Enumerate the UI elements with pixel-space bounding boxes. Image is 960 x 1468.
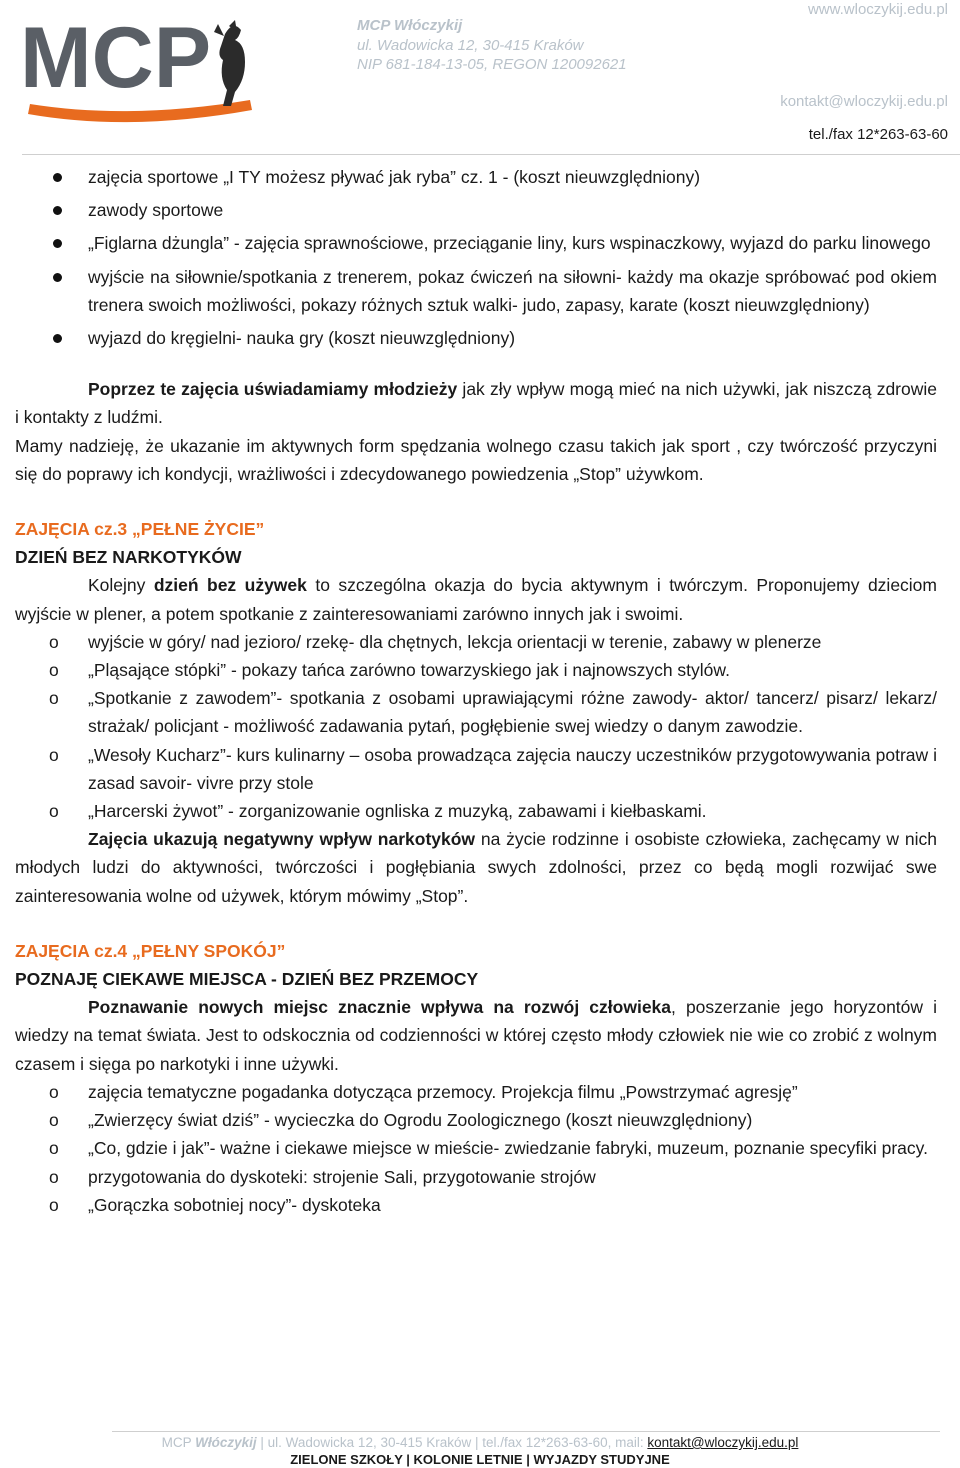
list-item: o „Harcerski żywot” - zorganizowanie ognliska z muzyką, zabawami i kiełbaskami. (15, 797, 937, 825)
list-item: wyjście na siłownie/spotkania z trenerem, pokaz ćwiczeń na siłowni- każdy ma okazje spróbować pod okiem trenera swoich możliwości, pokazy różnych sztuk walki- judo, zapasy, karate (koszt nieuwzględniony) (15, 263, 937, 319)
footer-services: ZIELONE SZKOŁY | KOLONIE LETNIE | WYJAZDY STUDYJNE (290, 1452, 670, 1467)
org-name: MCP Włóczykij (357, 17, 463, 34)
org-registration: NIP 681-184-13-05, REGON 120092621 (357, 56, 627, 73)
section-4-list (15, 1078, 937, 1219)
page-footer (0, 1434, 960, 1468)
section-4-subtitle: POZNAJĘ CIEKAWE MIEJSCA - DZIEŃ BEZ PRZEMOCY (15, 969, 479, 990)
list-item: o „Spotkanie z zawodem”- spotkania z osobami uprawiającymi różne zawody- aktor/ tancerz/ pisarz/ lekarz/ strażak/ policjant - możliwość zadawania pytań, pogłębienie swej wiedzy o danym zawodzie. (15, 684, 937, 740)
phone-number: tel./fax 12*263-63-60 (808, 126, 948, 143)
list-item: o „Co, gdzie i jak”- ważne i ciekawe miejsce w mieście- zwiedzanie fabryki, muzeum, poznanie specyfiki pracy. (15, 1134, 937, 1162)
list-item: o przygotowania do dyskoteki: strojenie Sali, przygotowanie strojów (15, 1163, 937, 1191)
page-header (0, 0, 960, 150)
organization-info (357, 16, 627, 75)
list-item: wyjazd do kręgielni- nauka gry (koszt nieuwzględniony) (15, 324, 937, 352)
paragraph-hope: Mamy nadzieję, że ukazanie im aktywnych form spędzania wolnego czasu takich jak sport , czy twórczość przyczyni się do poprawy ich kondycji, wrażliwości i zdecydowanego powiedzenia „Stop” używkom. (15, 435, 937, 484)
section-3-closing: Zajęcia ukazują negatywny wpływ narkotyków na życie rodzinne i osobiste człowieka, zachęcamy w nich młodych ludzi do aktywności, twórczości i pogłębiania swych zdolności, przez co będą mogli rozwijać swe zainteresowania wolne od używek, którym mówimy „Stop”. (15, 829, 937, 906)
list-item: o zajęcia tematyczne pogadanka dotycząca przemocy. Projekcja filmu „Powstrzymać agresję” (15, 1078, 937, 1106)
section-3-intro: Kolejny dzień bez używek to szczególna okazja do bycia aktywnym i twórczym. Proponujemy dzieciom wyjście w plener, a potem spotkanie z zainteresowaniami zarówno innych jak i swoimi. (15, 575, 937, 624)
activities-list (15, 163, 937, 352)
contact-info (808, 0, 948, 20)
org-address: ul. Wadowicka 12, 30-415 Kraków (357, 36, 584, 54)
paragraph-awareness: Poprzez te zajęcia uświadamiamy młodzieży jak zły wpływ mogą mieć na nich używki, jak niszczą zdrowie i kontakty z ludźmi. (15, 379, 938, 428)
list-item: zajęcia sportowe „I TY możesz pływać jak ryba” cz. 1 - (koszt nieuwzględniony) (15, 163, 937, 191)
header-divider (22, 154, 960, 155)
list-item: o „Gorączka sobotniej nocy”- dyskoteka (15, 1191, 937, 1219)
section-4-title: ZAJĘCIA cz.4 „PEŁNY SPOKÓJ” (15, 940, 286, 961)
list-item: zawody sportowe (15, 196, 937, 224)
list-item: o „Zwierzęcy świat dziś” - wycieczka do Ogrodu Zoologicznego (koszt nieuwzględniony) (15, 1106, 937, 1134)
svg-text:MCP: MCP (20, 12, 212, 106)
email-link[interactable]: kontakt@wloczykij.edu.pl (780, 93, 948, 110)
footer-divider (112, 1431, 940, 1432)
section-3-title: ZAJĘCIA cz.3 „PEŁNE ŻYCIE” (15, 519, 265, 540)
footer-contact: MCP Włóczykij | ul. Wadowicka 12, 30-415 Kraków | tel./fax 12*263-63-60, mail: kontakt@wloczykij.edu.pl (161, 1435, 799, 1450)
section-3-list (15, 628, 937, 825)
footer-email-link[interactable]: kontakt@wloczykij.edu.pl (647, 1435, 799, 1450)
list-item: „Figlarna dżungla” - zajęcia sprawnościowe, przeciąganie liny, kurs wspinaczkowy, wyjazd do parku linowego (15, 229, 937, 257)
section-4-intro: Poznawanie nowych miejsc znacznie wpływa na rozwój człowieka, poszerzanie jego horyzontów i wiedzy na temat świata. Jest to odskocznia od codzienności w której często młody człowiek nie wie co zrobić z wolnym czasem i sięga po narkotyki i inne używki. (15, 997, 937, 1074)
list-item: o „Pląsające stópki” - pokazy tańca zarówno towarzyskiego jak i najnowszych stylów. (15, 656, 937, 684)
document-body (15, 163, 937, 1219)
section-3-subtitle: DZIEŃ BEZ NARKOTYKÓW (15, 547, 242, 568)
website-link[interactable]: www.wloczykij.edu.pl (807, 1, 948, 18)
list-item: o „Wesoły Kucharz”- kurs kulinarny – osoba prowadząca zajęcia nauczy uczestników przygotowywania potraw i zasad savoir- vivre przy stole (15, 741, 937, 797)
list-item: o wyjście w góry/ nad jezioro/ rzekę- dla chętnych, lekcja orientacji w terenie, zabawy w plenerze (15, 628, 937, 656)
mcp-logo (20, 12, 280, 132)
